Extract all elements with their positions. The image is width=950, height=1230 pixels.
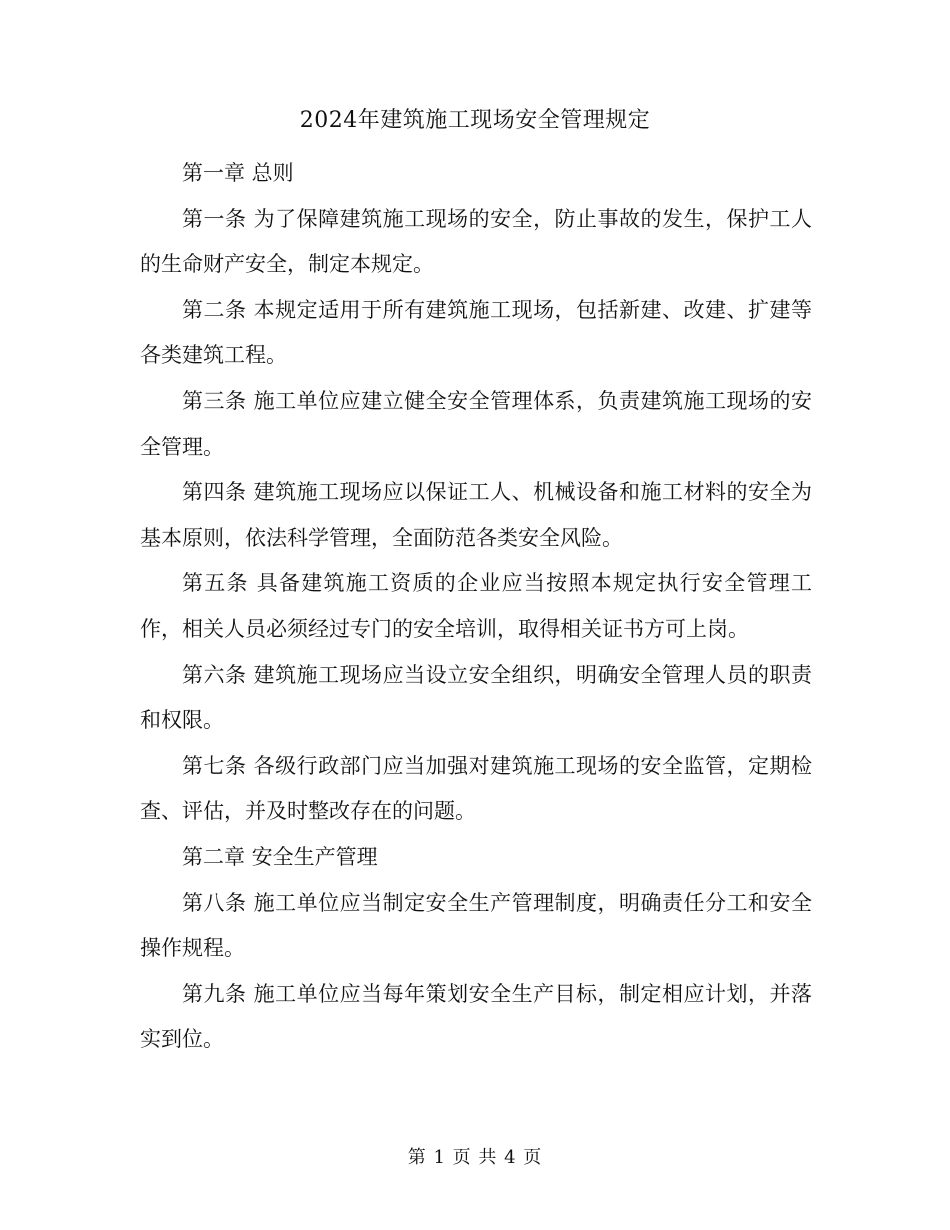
chapter-heading: 第一章 总则 [182,161,294,185]
article-paragraph: 第一条 为了保障建筑施工现场的安全，防止事故的发生，保护工人的生命财产安全，制定本规定。 [140,206,812,277]
article-paragraph: 第五条 具备建筑施工资质的企业应当按照本规定执行安全管理工作，相关人员必须经过专门的安全培训，取得相关证书方可上岗。 [140,571,812,641]
article-paragraph: 第九条 施工单位应当每年策划安全生产目标，制定相应计划，并落实到位。 [140,981,812,1052]
article-paragraph: 第七条 各级行政部门应当加强对建筑施工现场的安全监管，定期检查、评估，并及时整改存在的问题。 [140,753,812,824]
document-title: 2024年建筑施工现场安全管理规定 [299,108,651,133]
article-paragraph: 第四条 建筑施工现场应以保证工人、机械设备和施工材料的安全为基本原则，依法科学管理，全面防范各类安全风险。 [140,480,812,550]
article-paragraph: 第二条 本规定适用于所有建筑施工现场，包括新建、改建、扩建等各类建筑工程。 [140,297,812,368]
chapter-heading: 第二章 安全生产管理 [182,844,378,869]
article-paragraph: 第六条 建筑施工现场应当设立安全组织，明确安全管理人员的职责和权限。 [140,662,812,733]
page-number-footer: 第 1 页 共 4 页 [407,1147,543,1168]
article-paragraph: 第三条 施工单位应建立健全安全管理体系，负责建筑施工现场的安全管理。 [140,388,812,459]
document-body [140,151,812,1063]
article-paragraph: 第八条 施工单位应当制定安全生产管理制度，明确责任分工和安全操作规程。 [140,890,812,961]
